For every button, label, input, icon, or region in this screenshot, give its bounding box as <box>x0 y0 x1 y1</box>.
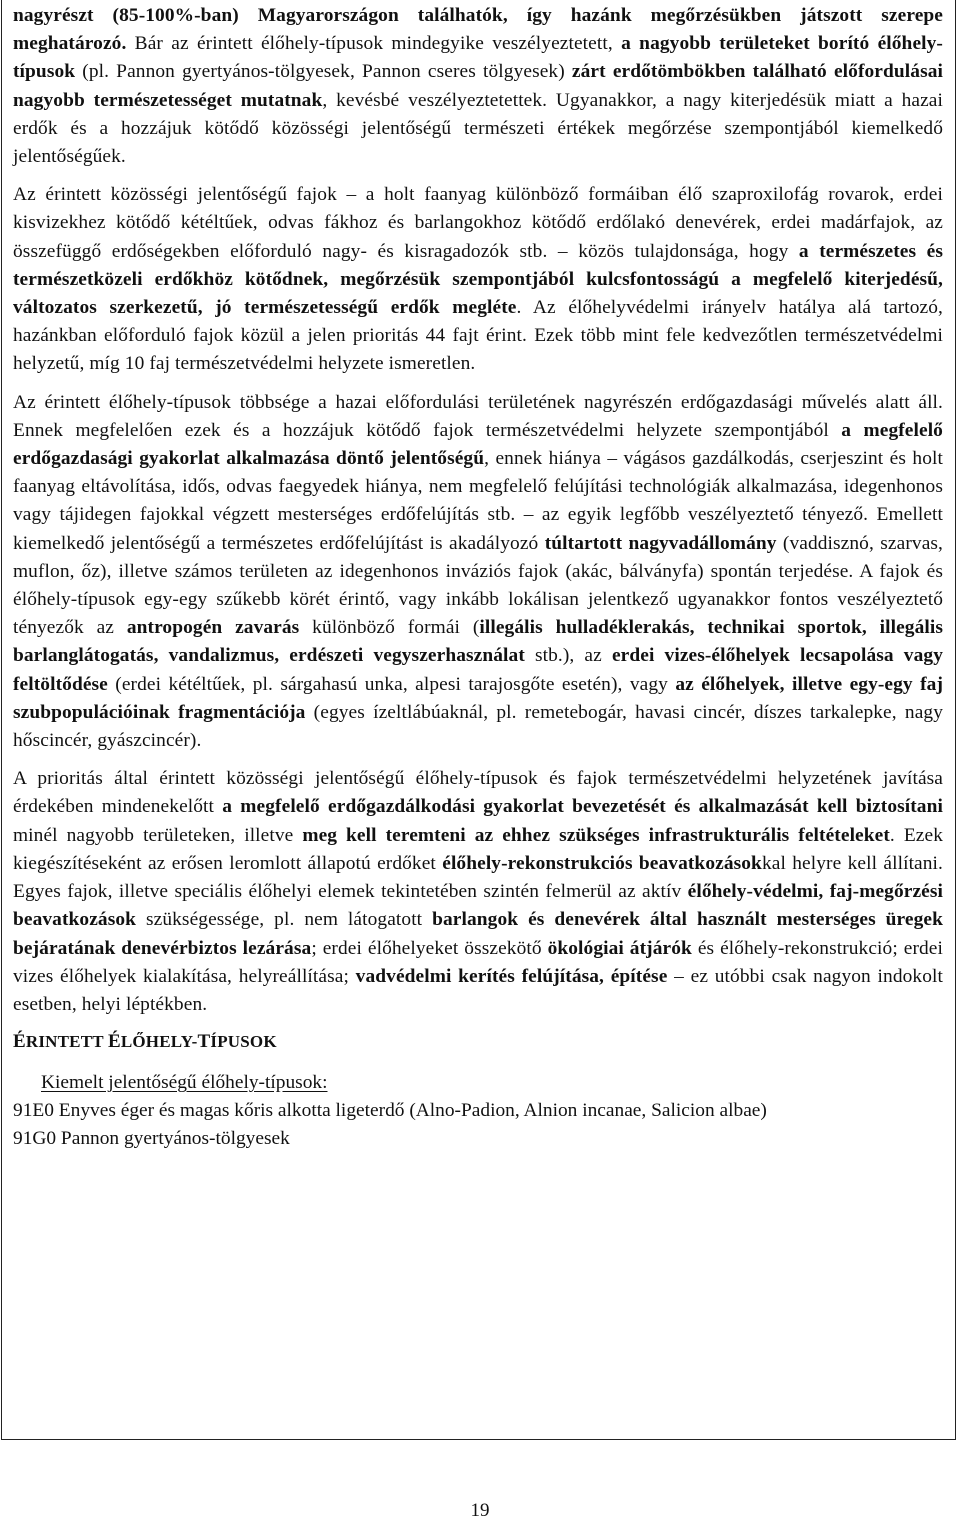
highlighted-habitats-label: Kiemelt jelentőségű élőhely-típusok: <box>41 1072 328 1094</box>
text-run: . Az élőhelyvédelmi irányelv hatálya alá tartozó, hazánkban előforduló fajok közül a jelen prioritás 44 fajt érint. Ezek több mint fele kedvezőtlen természetvédelmi helyzetű, míg 10 faj természetvédelmi helyzete ismeretlen. <box>13 297 943 375</box>
paragraph-2 <box>13 181 943 378</box>
bold-run: az élőhelyek, illetve egy-egy faj szubpopulációinak fragmentációja <box>13 673 944 723</box>
bold-run: élőhely-védelmi, faj-megőrzési beavatkozások <box>13 881 943 931</box>
bold-run: ökológiai átjárók <box>547 937 692 959</box>
bold-run: túltartott nagyvadállomány <box>544 532 777 554</box>
page-number: 19 <box>470 1500 490 1521</box>
text-run: és élőhely-rekonstrukció; erdei vizes élőhelyek kialakítása, helyreállítása; <box>13 937 943 987</box>
bold-run: zárt erdőtömbökben található előfordulásai nagyobb természetességet mutatnak <box>13 61 943 111</box>
bold-run: antropogén zavarás <box>126 617 300 639</box>
bold-run: élőhely-rekonstrukciós beavatkozások <box>442 852 762 874</box>
body-text <box>13 2 943 1019</box>
document-frame <box>1 0 956 1440</box>
text-run: (egyes ízeltlábúaknál, pl. remetebogár, havasi cincér, díszes tarkalepke, nagy hőscincér, gyászcincér). <box>13 701 943 752</box>
bold-run: nagyrészt (85-100%-ban) Magyarországon találhatók, így hazánk megőrzésükben játszott szerepe meghatározó. <box>13 5 943 55</box>
text-run: különböző formái ( <box>299 617 480 639</box>
text-run: Az érintett élőhely-típusok többsége a hazai előfordulási területének nagyrészén erdőgazdasági művelés alatt áll. Ennek megfelelően ezek és a hozzájuk kötődő fajok természetvédelmi helyzete szempontjából <box>13 391 943 441</box>
bold-run: a megfelelő erdőgazdálkodási gyakorlat bevezetését és alkalmazását kell biztosítani <box>222 796 943 818</box>
text-run: (erdei kétéltűek, pl. sárgahasú unka, alpesi tarajosgőte esetén), vagy <box>107 673 676 695</box>
text-run: stb.), az <box>524 645 612 667</box>
habitat-item: 91E0 Enyves éger és magas kőris alkotta ligeterdő (Alno-Padion, Alnion incanae, Salicion albae) <box>13 1100 767 1122</box>
paragraph-4 <box>13 765 943 1019</box>
bold-run: illegális hulladéklerakás, technikai sportok, illegális barlanglátogatás, vandalizmus, erdészeti vegyszerhasználat <box>13 617 943 667</box>
text-run: szükségessége, pl. nem látogatott <box>136 909 433 931</box>
text-run: kal helyre kell állítani. Egyes fajok, illetve speciális élőhelyi elemek tekintetében szintén felmerül az aktív <box>13 852 943 903</box>
bold-run: a megfelelő erdőgazdasági gyakorlat alkalmazása döntő jelentőségű <box>13 419 943 470</box>
text-run: A prioritás által érintett közösségi jelentőségű élőhely-típusok és fajok természetvédelmi helyzetének javítása érdekében mindenekelőtt <box>13 768 943 818</box>
text-run: ; erdei élőhelyeket összekötő <box>311 937 548 959</box>
habitat-list <box>13 1097 943 1153</box>
text-run: Bár az érintett élőhely-típusok mindegyike veszélyeztetett, <box>126 33 622 55</box>
text-run: , ennek hiánya – vágásos gazdálkodás, cserjeszint és holt faanyag eltávolítása, idős, odvas faegyedek hiánya, nem megfelelő felújítási technológiák alkalmazása, idegenhonos vagy tájidegen fajokkal végzett mesterséges erdőfelújítás stb. – az egyik legfőbb veszélyeztető tényező. Emellett kiemelkedő jelentőségű a természetes erdőfelújítást is akadályozó <box>13 448 943 554</box>
text-run: (pl. Pannon gyertyános-tölgyesek, Pannon cseres tölgyesek) <box>75 61 572 83</box>
text-run: Az érintett közösségi jelentőségű fajok – a holt faanyag különböző formáiban élő szaproxilofág rovarok, erdei kisvizekhez kötődő kétéltűek, odvas fákhoz és barlangokhoz kötődő erdőlakó denevérek, erdei madárfajok, az összefüggő erdőségekben előforduló nagy- és kisragadozók stb. – közös tulajdonsága, hogy <box>13 184 943 262</box>
bold-run: erdei vizes-élőhelyek lecsapolása vagy feltöltődése <box>13 645 943 695</box>
text-run: – ez utóbbi csak nagyon indokolt esetben, helyi léptékben. <box>13 965 943 1015</box>
text-run: minél nagyobb területeken, illetve <box>13 824 303 846</box>
paragraph-3 <box>13 389 943 756</box>
paragraph-1 <box>13 2 943 171</box>
text-run: . Ezek kiegészítéseként az erősen leromlott állapotú erdőket <box>13 824 943 874</box>
habitat-item: 91G0 Pannon gyertyános-tölgyesek <box>13 1128 290 1150</box>
bold-run: vadvédelmi kerítés felújítása, építése <box>355 965 668 987</box>
bold-run: barlangok és denevérek által használt mesterséges üregek bejáratának denevérbiztos lezárása <box>13 909 943 959</box>
bold-run: a természetes és természetközeli erdőkhöz kötődnek, megőrzésük szempontjából kulcsfontosságú a megfelelő kiterjedésű, változatos szerkezetű, jó természetességű erdők megléte <box>13 240 943 319</box>
text-run: (vaddisznó, szarvas, muflon, őz), illetve számos területen az idegenhonos inváziós fajok (akác, bálványfa) spontán terjedése. A fajok és élőhely-típusok egy-egy szűkebb körét érintő, vagy inkább lokálisan jelentkező ugyanakkor fontos veszélyeztető tényezők az <box>13 532 943 639</box>
section-heading: ÉRINTETT ÉLŐHELY-TÍPUSOK <box>13 1031 277 1053</box>
bold-run: a nagyobb területeket borító élőhely-típusok <box>13 33 943 83</box>
bold-run: meg kell teremteni az ehhez szükséges infrastrukturális feltételeket <box>302 824 890 846</box>
text-run: , kevésbé veszélyeztetettek. Ugyanakkor, a nagy kiterjedésük miatt a hazai erdők és a hozzájuk kötődő közösségi jelentőségű természeti értékek megőrzése szempontjából kiemelkedő jelentőségűek. <box>13 89 943 168</box>
